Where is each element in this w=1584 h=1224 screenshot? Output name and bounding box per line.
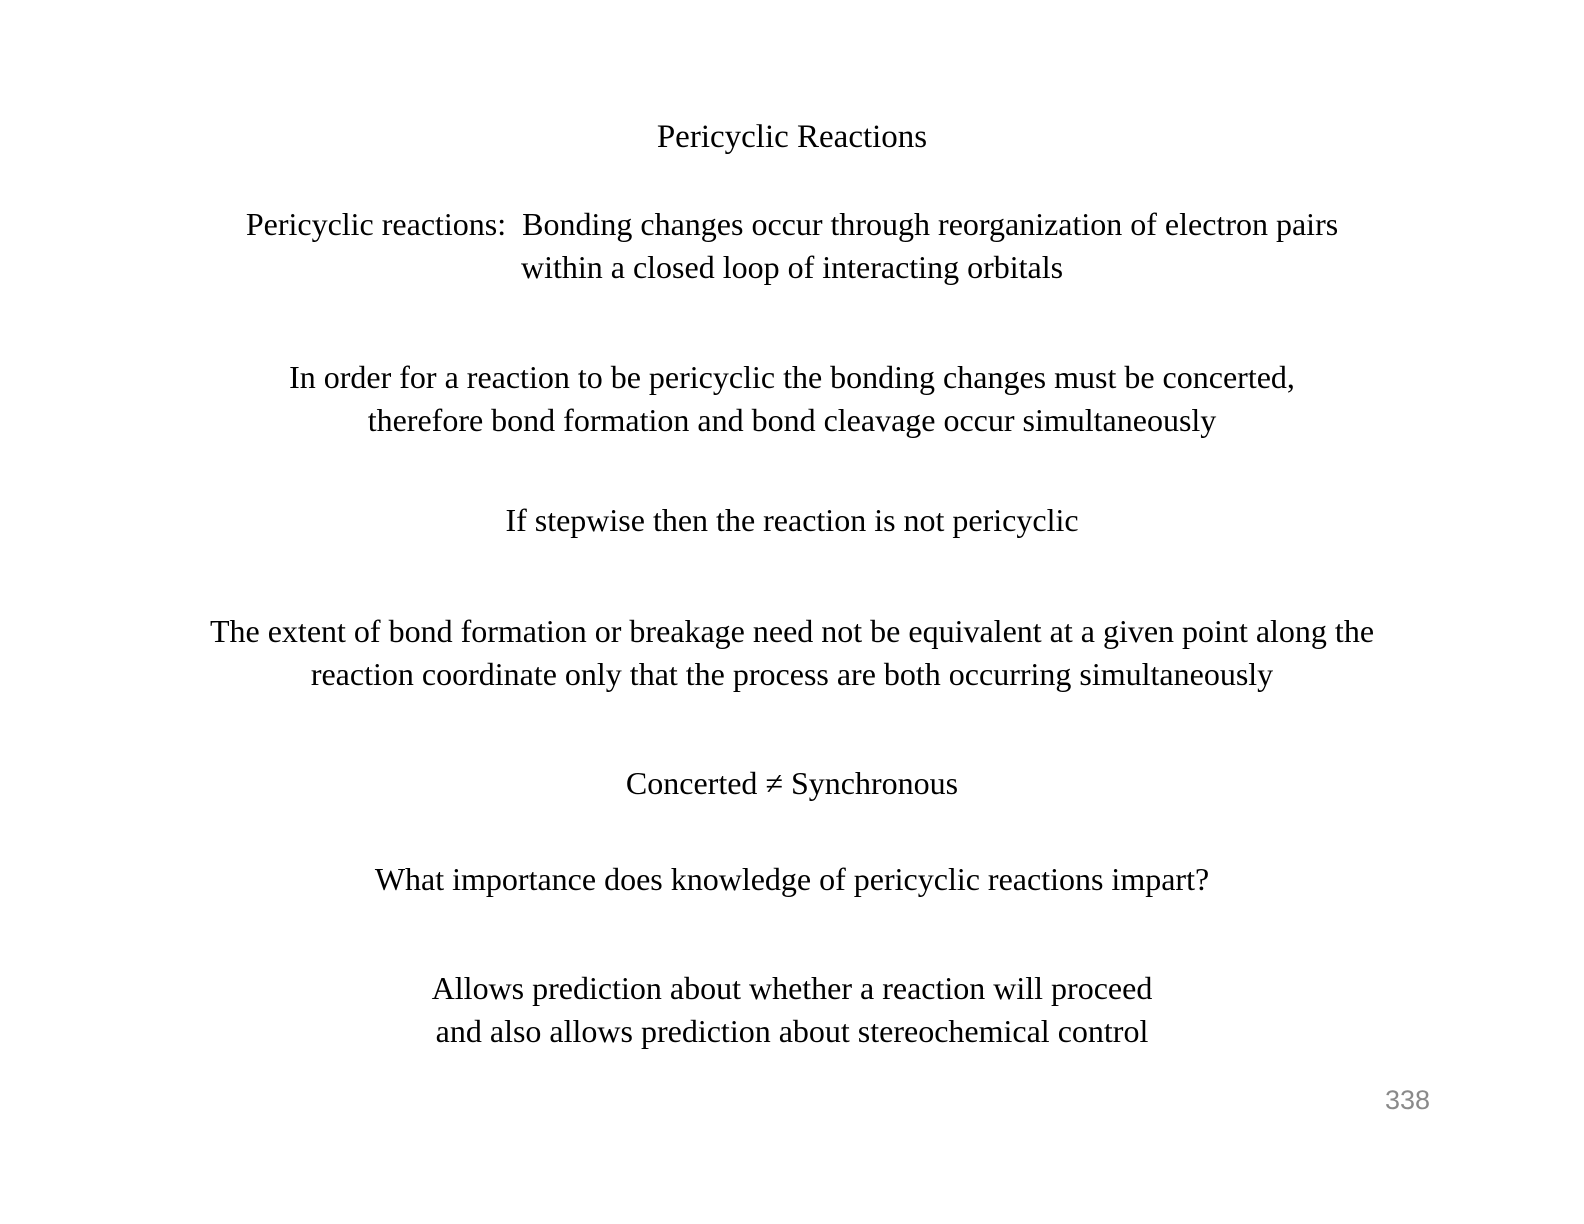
definition-paragraph bbox=[0, 203, 1584, 289]
extent-line-1: The extent of bond formation or breakage need not be equivalent at a given point along the bbox=[209, 613, 1375, 649]
prediction-line-2: and also allows prediction about stereochemical control bbox=[435, 1013, 1149, 1049]
concerted-line-2: therefore bond formation and bond cleavage occur simultaneously bbox=[367, 402, 1217, 438]
stepwise-line-1: If stepwise then the reaction is not pericyclic bbox=[505, 502, 1079, 538]
synchronous-statement bbox=[0, 762, 1584, 805]
extent-line-2: reaction coordinate only that the process are both occurring simultaneously bbox=[310, 656, 1274, 692]
synchronous-line-1: Concerted ≠ Synchronous bbox=[625, 765, 959, 801]
prediction-paragraph bbox=[0, 967, 1584, 1053]
importance-line-1: What importance does knowledge of pericyclic reactions impart? bbox=[374, 861, 1210, 897]
extent-paragraph bbox=[0, 610, 1584, 696]
importance-question bbox=[0, 858, 1584, 901]
stepwise-statement bbox=[0, 499, 1584, 542]
prediction-line-1: Allows prediction about whether a reaction will proceed bbox=[431, 970, 1153, 1006]
concerted-line-1: In order for a reaction to be pericyclic the bonding changes must be concerted, bbox=[289, 359, 1295, 395]
definition-line-2: within a closed loop of interacting orbitals bbox=[520, 249, 1064, 285]
slide-title: Pericyclic Reactions bbox=[656, 119, 928, 155]
page-number: 338 bbox=[1384, 1085, 1430, 1115]
concerted-paragraph bbox=[0, 356, 1584, 442]
definition-line-1: Pericyclic reactions: Bonding changes occur through reorganization of electron pairs bbox=[245, 206, 1339, 242]
